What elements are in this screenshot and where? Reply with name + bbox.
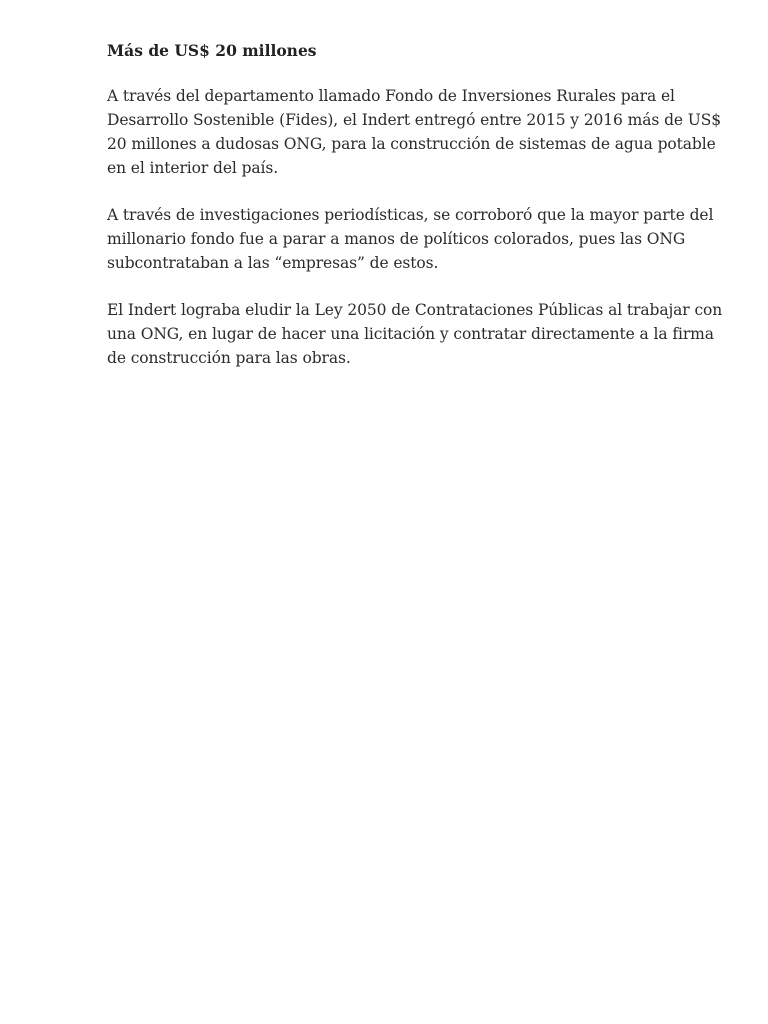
document-page: [107, 40, 737, 393]
paragraph-fides-funds: A través del departamento llamado Fondo de Inversiones Rurales para el Desarrollo Sostenible (Fides), el Indert entregó entre 2015 y 2016 más de US$ 20 millones a dudosas ONG, para la construcción de sistemas de agua potable en el interior del país.: [107, 87, 722, 177]
section-heading: Más de US$ 20 millones: [107, 41, 317, 60]
paragraph-investigations: A través de investigaciones periodísticas, se corroboró que la mayor parte del millonario fondo fue a parar a manos de políticos colorados, pues las ONG subcontrataban a las “empresas” de estos.: [107, 206, 714, 272]
paragraph-procurement-law: El Indert lograba eludir la Ley 2050 de Contrataciones Públicas al trabajar con una ONG, en lugar de hacer una licitación y contratar directamente a la firma de construcción para las obras.: [107, 301, 723, 367]
